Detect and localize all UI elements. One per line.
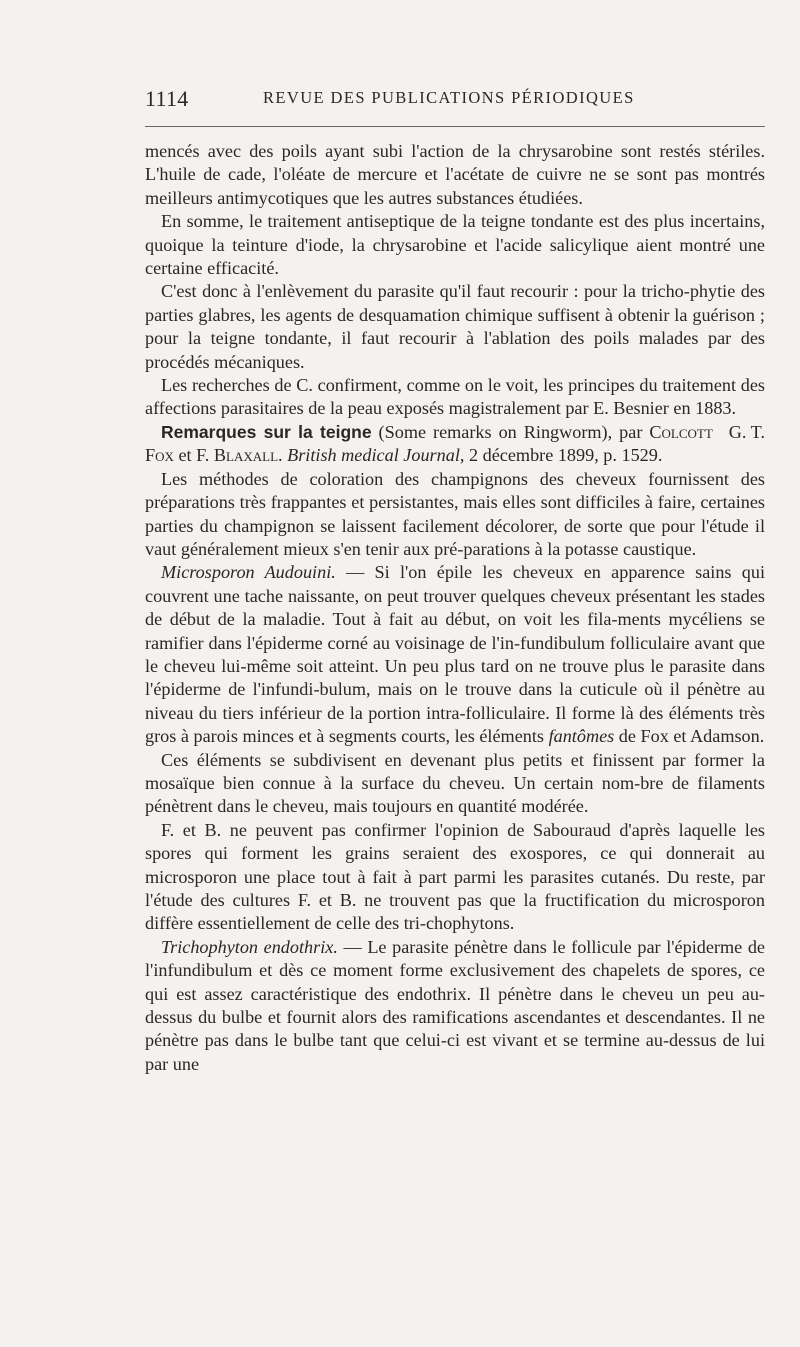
article-title: Remarques sur la teigne: [161, 421, 372, 442]
page-number: 1114: [145, 86, 189, 111]
paragraph-8: Ces éléments se subdivisent en devenant plus petits et finissent par former la mosaïque bien connue à la surface du cheveu. Un certain nom-bre de filaments pénètrent dans le cheveu, mais toujours en quantité modérée.: [145, 749, 765, 817]
author-1: Colcott Fox: [145, 421, 713, 466]
paragraph-1: mencés avec des poils ayant subi l'action de la chrysarobine sont restés stériles. L'huile de cade, l'oléate de mercure et l'acétate de cuivre ne se sont pas montrés meilleurs antimycotiques que les autres substances étudiées.: [145, 141, 765, 208]
body-text: [145, 140, 765, 1076]
author-connector: et F.: [173, 445, 214, 466]
author-2: Blaxall: [213, 445, 279, 466]
fantomes-term: fantômes: [548, 726, 615, 747]
paragraph-7-text: — Si l'on épile les cheveux en apparence sains qui couvrent une tache naissante, on peut trouver quelques cheveux présentant les stades de début de la maladie. Tout à fait au début, on voit les fila-ments mycéliens se ramifier dans l'épiderme corné au voisinage de l'in-fundibulum folliculaire avant que le cheveu lui-même soit atteint. Un peu plus tard on ne trouve plus le parasite dans l'épiderme de l'infundi-bulum, mais on le trouve dans la cuticule où il pénètre au niveau du tiers inférieur de la portion intra-folliculaire. Il forme là des éléments très gros à parois minces et à segments courts, les éléments: [145, 562, 766, 747]
paragraph-7-end: de Fox et Adamson.: [614, 726, 765, 747]
trichophyton-heading: Trichophyton endothrix.: [161, 936, 338, 957]
paragraph-10-text: — Le parasite pénètre dans le follicule par l'épiderme de l'infundibulum et dès ce moment forme exclusivement des chapelets de spores, ce qui est assez caractéristique des endothrix. Il pénètre dans le cheveu un peu au-dessus du bulbe et fournit alors des ramifications ascendantes et descendantes. Il ne pénètre pas dans le bulbe tant que celui-ci est vivant et se termine au-dessus de lui par une: [145, 936, 765, 1074]
author-dot: .: [278, 445, 288, 466]
article-reference: [145, 421, 765, 468]
paragraph-3: C'est donc à l'enlèvement du parasite qu'il faut recourir : pour la tricho-phytie des parties glabres, les agents de desquamation chimique suffisent à obtenir la guérison ; pour la teigne tondante, il faut recourir à l'ablation des poils malades par des procédés mécaniques.: [145, 281, 765, 372]
running-title: REVUE DES PUBLICATIONS PÉRIODIQUES: [263, 88, 635, 107]
article-subtitle: (Some remarks on Ringworm), par: [371, 421, 650, 442]
paragraph-6: Les méthodes de coloration des champignons des cheveux fournissent des préparations très frappantes et persistantes, mais elles sont difficiles à faire, certaines parties du champignon se laissent facilement décolorer, de sorte que pour l'étude il vaut généralement mieux s'en tenir aux pré-parations à la potasse caustique.: [145, 468, 765, 559]
paragraph-7: [145, 561, 765, 748]
paragraph-10: [145, 936, 765, 1076]
paragraph-4-text: Les recherches de C. confirment, comme on le voit, les principes du traitement des affections parasitaires de la peau exposés magistralement par E. Besnier en 1883.: [145, 375, 765, 419]
header-rule: [145, 126, 765, 127]
page-header: [145, 86, 765, 116]
journal-name: British medical Journal: [287, 445, 460, 466]
journal-date: , 2 décembre 1899, p. 1529.: [459, 445, 663, 466]
paragraph-2: En somme, le traitement antiseptique de la teigne tondante est des plus incertains, quoique la teinture d'iode, la chrysarobine et l'acide salicylique aient montré une certaine efficacité.: [145, 211, 765, 279]
signature: G. T.: [728, 421, 765, 442]
paragraph-9: F. et B. ne peuvent pas confirmer l'opinion de Sabouraud d'après laquelle les spores qui forment les grains seraient des exospores, ce qui donnerait au microsporon une place tout à fait à part parmi les parasites cutanés. Du reste, par l'étude des cultures F. et B. ne trouvent pas que la fructification du microsporon diffère essentiellement de celle des tri-chophytons.: [145, 819, 765, 934]
microsporon-heading: Microsporon Audouini.: [161, 562, 336, 583]
